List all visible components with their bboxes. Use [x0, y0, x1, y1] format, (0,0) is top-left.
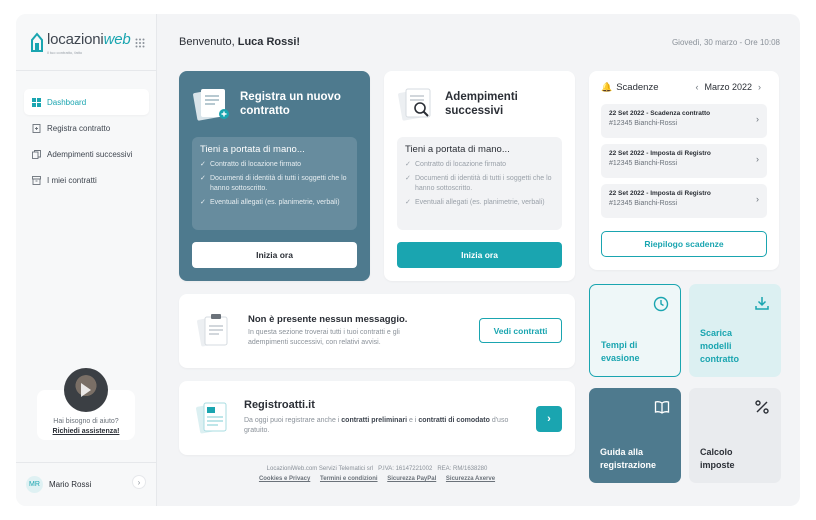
tile-label: Guida alla registrazione — [600, 447, 657, 470]
divider — [16, 70, 157, 71]
tile-tempi-evasione[interactable] — [589, 284, 681, 377]
sidebar-item-label: Dashboard — [47, 97, 87, 107]
bell-icon: 🔔 — [601, 82, 613, 92]
registroatti-document-icon — [196, 399, 230, 435]
search-document-icon — [396, 85, 436, 121]
sidebar-item-label: Adempimenti successivi — [47, 149, 133, 159]
sidebar-item-miei-contratti[interactable] — [24, 167, 149, 193]
footer-link-cookies[interactable]: Cookies e Privacy — [258, 476, 311, 482]
sidebar-item-dashboard[interactable] — [24, 89, 149, 115]
adempimenti-card — [384, 71, 575, 281]
tile-calcolo-imposte[interactable] — [689, 388, 781, 483]
deadline-item[interactable] — [601, 104, 767, 138]
start-adempimenti-button[interactable]: Inizia ora — [397, 242, 562, 268]
register-contract-card — [179, 71, 370, 281]
house-logo-icon — [30, 32, 44, 52]
dashboard-icon — [32, 98, 41, 107]
tile-label: Scarica modelli contratto — [700, 328, 739, 364]
registroatti-text: Da oggi puoi registrare anche i contratti preliminari e i contratti di comodato d'uso gratuito. — [244, 417, 509, 434]
footer-company: LocazioniWeb.com Servizi Telematici srl P.IVA: 16147221002 REA: RM/1638280 — [266, 466, 488, 472]
messages-title: Non è presente nessun messaggio. — [248, 314, 408, 325]
registroatti-card — [179, 381, 575, 455]
card-title: Adempimenti successivi — [445, 91, 518, 117]
check-icon: ✓ — [200, 161, 206, 168]
page-title: Benvenuto, Luca Rossi! — [179, 36, 301, 48]
sidebar-item-label: Registra contratto — [47, 123, 111, 133]
check-icon: ✓ — [405, 199, 411, 206]
current-date: Giovedì, 30 marzo - Ore 10:08 — [671, 38, 780, 47]
help-box — [37, 390, 135, 440]
footer-link-termini[interactable]: Termini e condizioni — [319, 476, 378, 482]
archive-icon — [32, 176, 41, 185]
help-link[interactable]: Richiedi assistenza! — [52, 428, 120, 435]
check-icon: ✓ — [405, 161, 411, 168]
documents-icon — [32, 150, 41, 159]
tips-title: Tieni a portata di mano... — [200, 144, 305, 155]
sidebar-item-registra-contratto[interactable] — [24, 115, 149, 141]
deadline-item[interactable] — [601, 144, 767, 178]
chevron-left-icon[interactable]: ‹ — [695, 82, 699, 92]
view-contracts-button[interactable]: Vedi contratti — [479, 318, 562, 343]
month-label: Marzo 2022 — [704, 82, 752, 92]
tile-guida-registrazione[interactable] — [589, 388, 681, 483]
registroatti-go-button[interactable]: › — [536, 406, 562, 432]
sidebar-item-adempimenti[interactable] — [24, 141, 149, 167]
percent-icon — [754, 399, 770, 415]
footer-links — [179, 476, 575, 482]
tip-item: ✓ Eventuali allegati (es. planimetrie, verbali) — [200, 199, 340, 206]
deadline-title: 22 Set 2022 - Imposta di Registro — [609, 150, 711, 157]
chevron-right-icon[interactable]: › — [132, 475, 146, 489]
deadline-ref: #12345 Bianchi-Rossi — [609, 200, 678, 207]
tip-item: ✓ Contratto di locazione firmato — [200, 161, 302, 168]
clipboard-icon — [196, 312, 232, 348]
sidebar-item-label: I miei contratti — [47, 175, 97, 185]
deadline-item[interactable] — [601, 184, 767, 218]
deadline-ref: #12345 Bianchi-Rossi — [609, 160, 678, 167]
registroatti-title: Registroatti.it — [244, 399, 315, 411]
deadlines-card — [589, 71, 779, 270]
chevron-right-icon: › — [756, 194, 759, 204]
messages-card — [179, 294, 575, 368]
logo-tagline: il tuo contratto, fatto — [47, 50, 83, 55]
avatar: MR — [26, 476, 43, 493]
tile-label: Calcolo imposte — [700, 447, 735, 470]
footer-link-paypal[interactable]: Sicurezza PayPal — [387, 476, 437, 482]
tips-box — [397, 137, 562, 230]
chevron-right-icon: › — [756, 154, 759, 164]
help-video-thumbnail[interactable] — [64, 368, 108, 412]
tip-item: ✓ Documenti di identità di tutti i soggetti che lo hanno sottoscritto. — [200, 175, 347, 192]
month-selector — [689, 82, 767, 92]
download-icon — [754, 295, 770, 311]
chevron-right-icon[interactable]: › — [758, 82, 761, 92]
messages-text: In questa sezione troverai tutti i tuoi contratti e gli adempimenti successivi, con relativi avvisi. — [248, 329, 400, 346]
tips-box — [192, 137, 357, 230]
book-icon — [654, 399, 670, 415]
deadline-title: 22 Set 2022 - Imposta di Registro — [609, 190, 711, 197]
apps-grid-icon[interactable] — [135, 38, 145, 48]
tile-label: Tempi di evasione — [601, 340, 640, 363]
check-icon: ✓ — [405, 175, 411, 182]
sidebar-nav — [24, 89, 149, 193]
user-profile[interactable] — [26, 476, 91, 493]
deadline-title: 22 Set 2022 - Scadenza contratto — [609, 110, 711, 117]
logo-text: locazioniweb — [47, 31, 131, 48]
tip-item: ✓ Contratto di locazione firmato — [405, 161, 507, 168]
deadlines-header — [601, 82, 658, 93]
card-title: Registra un nuovo contratto — [240, 91, 341, 117]
app-frame — [16, 14, 800, 506]
play-icon — [81, 383, 91, 397]
footer-link-axerve[interactable]: Sicurezza Axerve — [445, 476, 496, 482]
deadline-ref: #12345 Bianchi-Rossi — [609, 120, 678, 127]
document-add-icon — [32, 124, 41, 133]
footer — [179, 466, 575, 482]
start-register-button[interactable]: Inizia ora — [192, 242, 357, 268]
tile-scarica-modelli[interactable] — [689, 284, 781, 377]
tips-title: Tieni a portata di mano... — [405, 144, 510, 155]
chevron-right-icon: › — [756, 114, 759, 124]
user-name: Mario Rossi — [49, 480, 92, 489]
help-question: Hai bisogno di aiuto? — [53, 418, 119, 425]
register-document-icon — [191, 85, 231, 121]
deadlines-title: Scadenze — [616, 82, 659, 93]
divider — [16, 462, 157, 463]
check-icon: ✓ — [200, 199, 206, 206]
tip-item: ✓ Documenti di identità di tutti i soggetti che lo hanno sottoscritto. — [405, 175, 552, 192]
tip-item: ✓ Eventuali allegati (es. planimetrie, verbali) — [405, 199, 545, 206]
sidebar — [16, 14, 157, 506]
deadlines-summary-button[interactable]: Riepilogo scadenze — [601, 231, 767, 257]
clock-icon — [653, 296, 669, 312]
logo[interactable] — [30, 31, 131, 55]
check-icon: ✓ — [200, 175, 206, 182]
